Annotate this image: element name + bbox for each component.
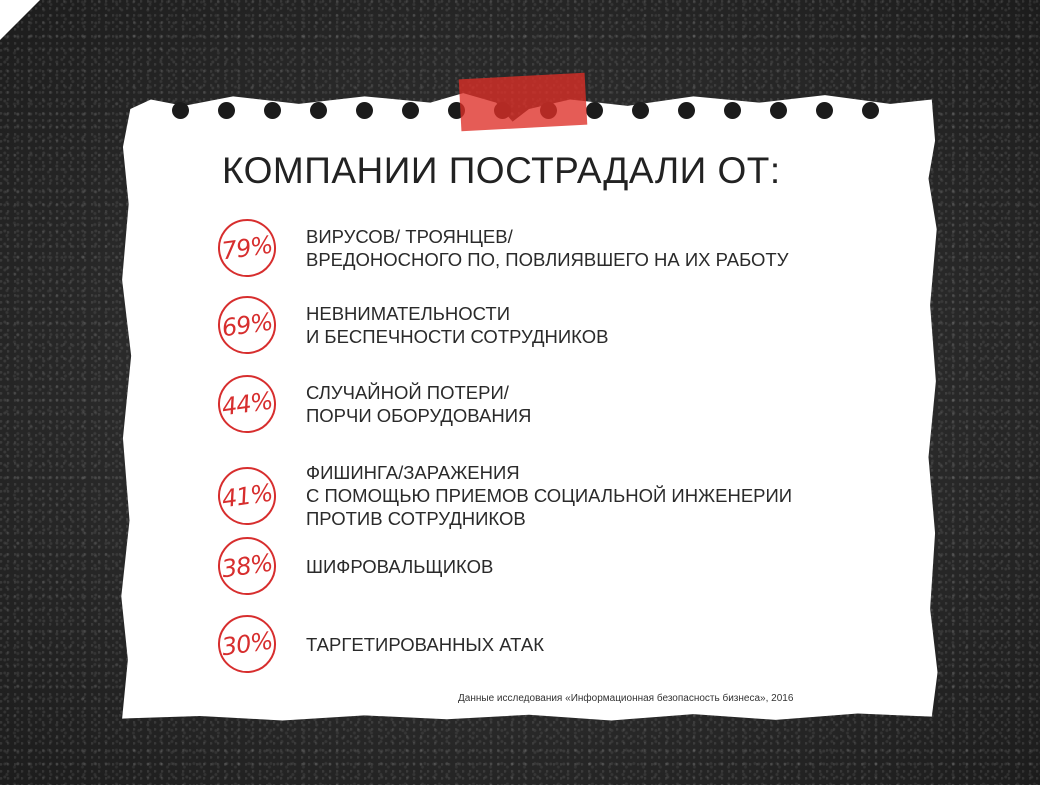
percent-value: 69% (220, 307, 274, 343)
percent-circle (214, 611, 280, 677)
stat-row (218, 461, 792, 530)
percent-circle (214, 463, 280, 529)
page-title: КОМПАНИИ ПОСТРАДАЛИ ОТ: (222, 150, 781, 191)
percent-circle (214, 371, 280, 437)
binder-hole (632, 102, 649, 119)
source-note: Данные исследования «Информационная безопасность бизнеса», 2016 (458, 693, 794, 704)
stat-label: НЕВНИМАТЕЛЬНОСТИ И БЕСПЕЧНОСТИ СОТРУДНИКОВ (306, 303, 609, 347)
stat-row (218, 615, 544, 673)
binder-hole (310, 102, 327, 119)
percent-circle (214, 215, 280, 281)
percent-value: 41% (220, 478, 274, 513)
binder-hole (356, 102, 373, 119)
percent-value: 79% (220, 230, 274, 266)
percent-value: 44% (220, 386, 274, 422)
stat-row (218, 219, 788, 277)
binder-hole (724, 102, 741, 119)
stat-row (218, 537, 493, 595)
binder-hole (402, 102, 419, 119)
percent-circle (214, 533, 280, 599)
percent-circle (214, 292, 280, 358)
stat-label: ШИФРОВАЛЬЩИКОВ (306, 555, 494, 577)
red-tape-strip (459, 73, 588, 132)
stat-row (218, 296, 608, 354)
binder-hole (862, 102, 879, 119)
stat-label: СЛУЧАЙНОЙ ПОТЕРИ/ ПОРЧИ ОБОРУДОВАНИЯ (306, 382, 532, 426)
binder-hole (218, 102, 235, 119)
stat-label: ТАРГЕТИРОВАННЫХ АТАК (306, 633, 544, 655)
paper-corner-decoration (0, 0, 40, 40)
stat-row (218, 375, 531, 433)
percent-value: 30% (220, 626, 274, 662)
stat-label: ФИШИНГА/ЗАРАЖЕНИЯ С ПОМОЩЬЮ ПРИЕМОВ СОЦИАЛЬНОЙ ИНЖЕНЕРИИ ПРОТИВ СОТРУДНИКОВ (306, 462, 793, 529)
binder-hole (172, 102, 189, 119)
binder-hole (264, 102, 281, 119)
binder-hole (678, 102, 695, 119)
stat-label: ВИРУСОВ/ ТРОЯНЦЕВ/ ВРЕДОНОСНОГО ПО, ПОВЛИЯВШЕГО НА ИХ РАБОТУ (306, 226, 789, 270)
binder-hole (586, 102, 603, 119)
percent-value: 38% (220, 548, 274, 584)
binder-hole (816, 102, 833, 119)
binder-hole (770, 102, 787, 119)
